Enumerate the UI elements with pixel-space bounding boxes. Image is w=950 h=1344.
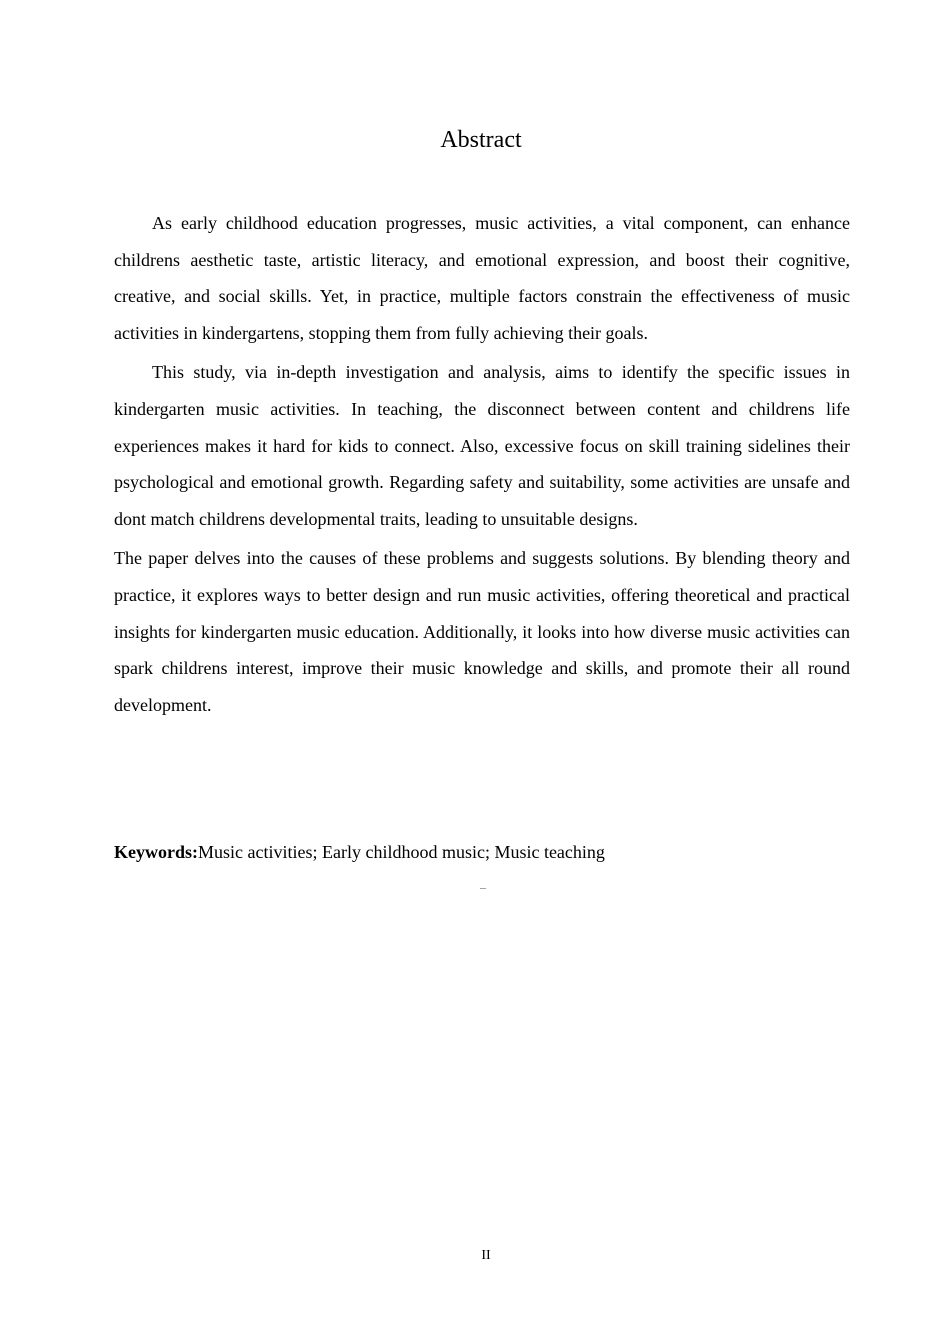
abstract-paragraph-1: As early childhood education progresses, music activities, a vital component, can enhance childrens aesthetic taste, artistic literacy, and emotional expression, and boost their cognitive, creative, and social skills. Yet, in practice, multiple factors constrain the effectiveness of music activities in kindergartens, stopping them from fully achieving their goals. <box>114 213 850 343</box>
separator-mark: – <box>480 880 486 894</box>
abstract-paragraph-2: This study, via in-depth investigation and analysis, aims to identify the specific issues in kindergarten music activities. In teaching, the disconnect between content and childrens life experiences makes it hard for kids to connect. Also, excessive focus on skill training sidelines their psychological and emotional growth. Regarding safety and suitability, some activities are unsafe and dont match childrens developmental traits, leading to unsuitable designs. <box>114 362 850 529</box>
abstract-body <box>114 205 850 723</box>
keywords-label: Keywords: <box>114 842 198 862</box>
page-number: II <box>481 1248 491 1263</box>
keywords-text: Music activities; Early childhood music; Music teaching <box>198 842 605 862</box>
page-title: Abstract <box>440 127 522 153</box>
keywords-line <box>114 838 605 866</box>
abstract-paragraph-3: The paper delves into the causes of these problems and suggests solutions. By blending theory and practice, it explores ways to better design and run music activities, offering theoretical and practical insights for kindergarten music education. Additionally, it looks into how diverse music activities can spark childrens interest, improve their music knowledge and skills, and promote their all round development. <box>114 548 850 715</box>
